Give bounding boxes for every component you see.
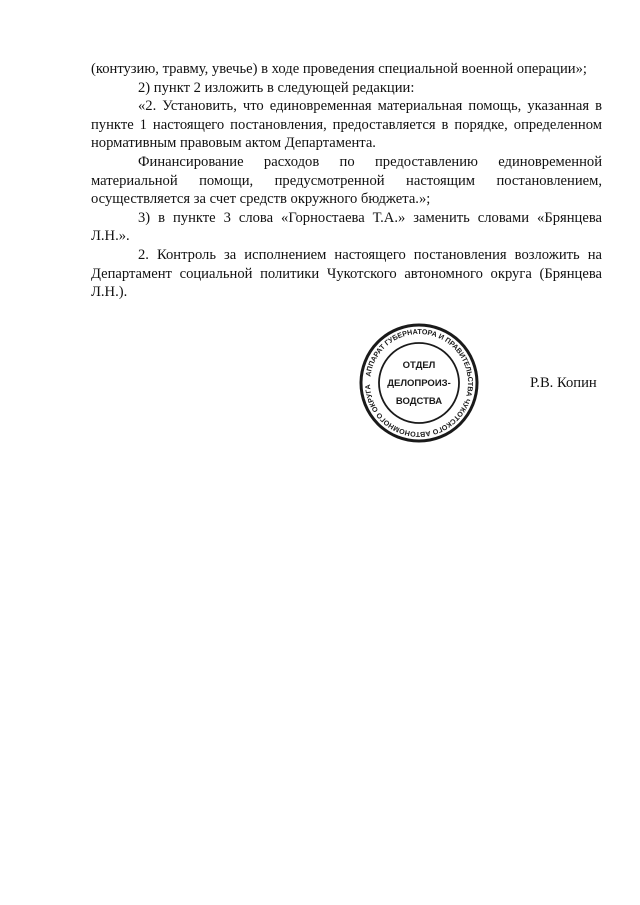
paragraph-control: 2. Контроль за исполнением настоящего постановления возложить на Департамент социальной политики Чукотского автономного округа (Брянцева Л.Н.).: [91, 246, 602, 301]
signatory-name: Р.В. Копин: [530, 375, 597, 391]
stamp-outer-text-path: АППАРАТ ГУБЕРНАТОРА И ПРАВИТЕЛЬСТВА ЧУКОТСКОГО АВТОНОМНОГО ОКРУГА: [362, 326, 476, 440]
stamp-center-line-3: ВОДСТВА: [395, 396, 443, 407]
office-stamp: [358, 322, 480, 444]
paragraph-quoted-point-2: «2. Установить, что единовременная материальная помощь, указанная в пункте 1 настоящего постановления, предоставляется в порядке, определенном нормативным правовым актом Департамента.: [91, 98, 602, 152]
stamp-center-line-2: ДЕЛОПРОИЗ-: [387, 378, 451, 389]
paragraph-item-2: 2) пункт 2 изложить в следующей редакции:: [138, 79, 415, 96]
paragraph-item-3: 3) в пункте 3 слова «Горностаева Т.А.» заменить словами «Брянцева Л.Н.».: [91, 209, 602, 245]
stamp-center-line-1: ОТДЕЛ: [402, 360, 436, 371]
document-body: [91, 60, 602, 302]
paragraph-continuation: (контузию, травму, увечье) в ходе проведения специальной военной операции»;: [91, 61, 587, 77]
paragraph-financing: Финансирование расходов по предоставлению единовременной материальной помощи, предусмотренной настоящим постановлением, осуществляется за счет средств окружного бюджета.»;: [91, 153, 602, 208]
